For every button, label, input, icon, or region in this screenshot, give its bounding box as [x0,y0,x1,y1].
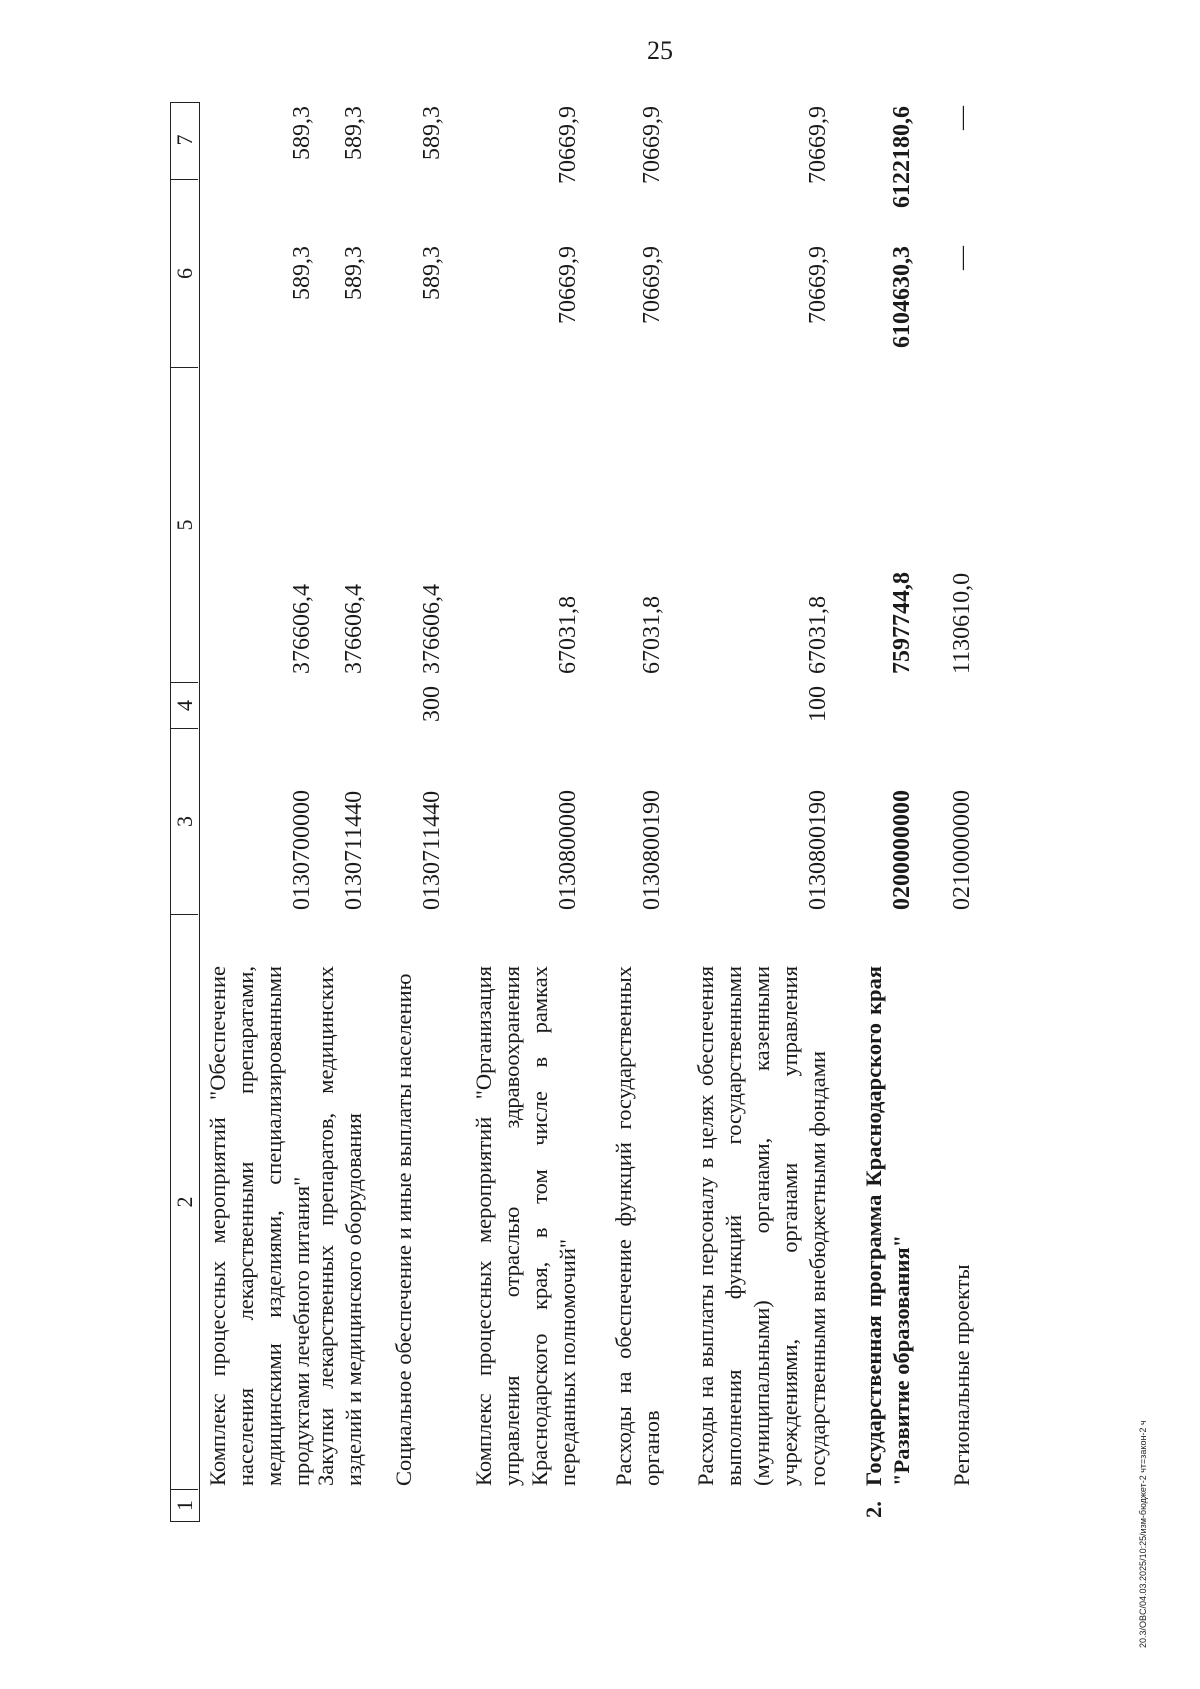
row-value-6: — [949,246,975,270]
row-number: 2. [861,1501,886,1518]
row-value-5: 67031,8 [555,596,581,674]
row-name: Комплекс процессных мероприятий "Организация управления отраслью здравоохранения Краснодарского края, в том числе в рамках переданных полномочий" [471,966,580,1486]
row-code: 0130711440 [341,790,367,910]
page-number: 25 [647,36,673,65]
row-value-5: 376606,4 [341,584,367,674]
row-value-7: 6122180,6 [889,106,915,208]
row-value-5: 376606,4 [289,584,315,674]
row-vr-code: 300 [419,686,445,722]
row-value-6: 589,3 [341,246,367,300]
row-name: Расходы на выплаты персоналу в целях обеспечения выполнения функций государственными (муниципальными) органами, казенными учреждениями, органами управления государственными внебюджетными фондами [693,966,830,1486]
header-col-3: 3 [171,728,198,914]
row-name: Государственная программа Краснодарского края "Развитие образования" [861,966,914,1486]
row-code: 0130800000 [555,790,581,910]
document-footer: 20.3/OBC/04.03.2025/10:25/изм-бюджет-2 чт=закон-2 ч [1138,1420,1148,1648]
row-name: Социальное обеспечение и иные выплаты населению [391,973,416,1486]
row-name: Расходы на обеспечение функций государственных органов [611,966,664,1486]
row-value-7: 70669,9 [639,106,665,184]
row-value-5: 67031,8 [639,596,665,674]
row-code: 0130800190 [639,790,665,910]
row-code: 0130700000 [289,790,315,910]
header-col-6: 6 [171,179,198,367]
row-value-7: 589,3 [289,106,315,160]
header-col-2: 2 [171,914,198,1489]
header-col-7: 7 [172,134,197,146]
header-col-4: 4 [171,682,198,728]
row-value-7: 589,3 [341,106,367,160]
row-vr-code: 100 [805,686,831,722]
row-value-6: 589,3 [289,246,315,300]
header-col-1: 1 [171,1489,198,1521]
header-col-5: 5 [171,367,198,682]
row-name: Региональные проекты [949,1264,974,1486]
row-value-6: 6104630,3 [889,246,915,348]
row-value-6: 589,3 [419,246,445,300]
row-code: 0130711440 [419,790,445,910]
row-value-5: 7597744,8 [889,572,915,674]
row-value-5: 1130610,0 [949,572,975,674]
row-code: 0210000000 [949,790,975,910]
row-value-6: 70669,9 [555,246,581,324]
row-value-7: 70669,9 [805,106,831,184]
row-value-6: 70669,9 [805,246,831,324]
row-name: Комплекс процессных мероприятий "Обеспечение населения лекарственными препаратами, медицинскими изделиями, специализированными продуктами лечебного питания" [205,966,314,1486]
row-name: Закупки лекарственных препаратов, медицинских изделий и медицинского оборудования [313,966,366,1486]
budget-table [170,102,1050,1522]
row-value-5: 67031,8 [805,596,831,674]
row-value-7: 589,3 [419,106,445,160]
row-value-6: 70669,9 [639,246,665,324]
row-value-7: 70669,9 [555,106,581,184]
row-value-7: — [949,106,975,130]
row-code: 0200000000 [889,790,915,910]
row-value-5: 376606,4 [419,584,445,674]
table-header [170,102,200,1522]
row-code: 0130800190 [805,790,831,910]
